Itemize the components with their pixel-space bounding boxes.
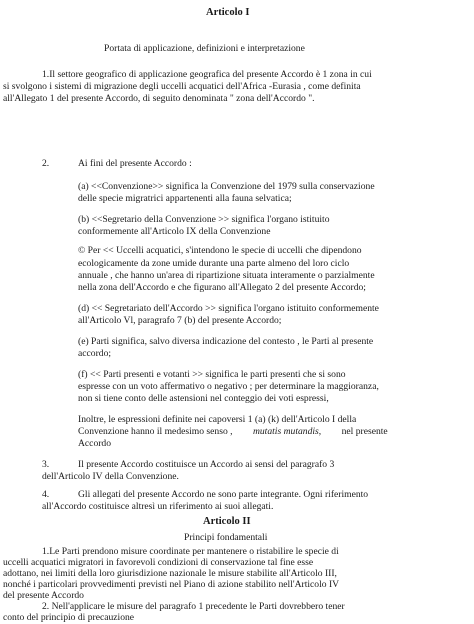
definition-line: © Per << Uccelli acquatici, s'intendono le specie di uccelli che dipendono (78, 245, 362, 256)
article-1-subtitle: Portata di applicazione, definizioni e interpretazione (104, 43, 305, 54)
article-1-paragraph-3-line: dell'Articolo IV della Convenzione. (42, 471, 179, 482)
article-2-paragraph-1-line: adottano, nei limiti della loro giurisdizione nazionale le misure stabilite all'Articolo III, (3, 568, 337, 579)
article-1-paragraph-4-line: Gli allegati del presente Accordo ne sono parte integrante. Ogni riferimento (78, 489, 369, 500)
definition-line: (b) <<Segretario della Convenzione >> significa l'organo istituito (78, 214, 330, 225)
definition-line: non si tiene conto delle astensioni nel conteggio dei voti espressi, (78, 393, 329, 404)
definition-line: nella zona dell'Accordo e che figurano all'Allegato 2 del presente Accordo; (78, 282, 366, 293)
paragraph-number: 4. (42, 489, 50, 500)
latin-phrase: mutatis mutandis, (252, 426, 322, 437)
article-2-title: Articolo II (203, 516, 251, 527)
article-1-paragraph-1-line: si svolgono i sistemi di migrazione degli uccelli acquatici dell'Africa -Eurasia , come definita (3, 81, 361, 92)
definition-line: (e) Parti significa, salvo diversa indicazione del contesto , le Parti al presente (78, 336, 374, 347)
article-2-subtitle: Principi fondamentali (184, 532, 268, 543)
definition-line: accordo; (78, 348, 112, 359)
definitions-intro: Ai fini del presente Accordo : (78, 158, 192, 169)
article-2-paragraph-1-line: 1.Le Parti prendono misure coordinate per mantenere o ristabilire le specie di (42, 546, 339, 557)
article-1-paragraph-1-line: 1.Il settore geografico di applicazione geografica del presente Accordo è 1 zona in cui (42, 69, 372, 80)
definition-line: ecologicamente da zone umide durante una parte almeno del loro ciclo (78, 258, 350, 269)
definition-line: annuale , che hanno un'area di ripartizione situata interamente o parzialmente (78, 270, 375, 281)
definition-line: all'Articolo Vl, paragrafo 7 (b) del presente Accordo; (78, 315, 282, 326)
article-2-paragraph-1-line: uccelli acquatici migratori in favorevoli condizioni di conservazione tal fine esse (3, 557, 314, 568)
definition-line: conformemente all'Articolo IX della Convenzione (78, 226, 271, 237)
article-1-paragraph-1-line: all'Allegato 1 del presente Accordo, di seguito denominata " zona dell'Accordo ". (3, 93, 315, 104)
article-1-title: Articolo I (206, 7, 250, 18)
paragraph-number: 3. (42, 459, 50, 470)
article-1-paragraph-3-line: Il presente Accordo costituisce un Accordo ai sensi del paragrafo 3 (78, 459, 335, 470)
paragraph-number: 2. (42, 158, 50, 169)
article-2-paragraph-1-line: del presente Accordo (3, 590, 84, 601)
additional-definitions-text: nel presente (341, 426, 388, 437)
article-2-paragraph-2-line: conto del principio di precauzione (3, 612, 135, 623)
article-1-paragraph-4-line: all'Accordo costituisce altresì un riferimento ai suoi allegati. (42, 501, 274, 512)
additional-definitions-line (78, 426, 388, 438)
additional-definitions-line: Inoltre, le espressioni definite nei capoversi 1 (a) (k) dell'Articolo I della (78, 414, 357, 425)
definition-line: espresse con un voto affermativo o negativo ; per determinare la maggioranza, (78, 381, 379, 392)
definition-line: (f) << Parti presenti e votanti >> significa le parti presenti che si sono (78, 369, 346, 380)
article-2-paragraph-1-line: nonché i particolari provvedimenti previsti nel Piano di azione stabilito nell'Articolo IV (3, 579, 340, 590)
additional-definitions-line: Accordo (78, 438, 112, 449)
article-2-paragraph-2-line: 2. Nell'applicare le misure del paragrafo 1 precedente le Parti dovrebbero tener (42, 601, 345, 612)
definition-line: (a) <<Convenzione>> significa la Convenzione del 1979 sulla conservazione (78, 181, 375, 192)
definition-line: (d) << Segretariato dell'Accordo >> significa l'organo istituito conformemente (78, 303, 379, 314)
additional-definitions-text: Convenzione hanno il medesimo senso , (78, 426, 233, 437)
definition-line: delle specie migratrici appartenenti alla fauna selvatica; (78, 193, 292, 204)
